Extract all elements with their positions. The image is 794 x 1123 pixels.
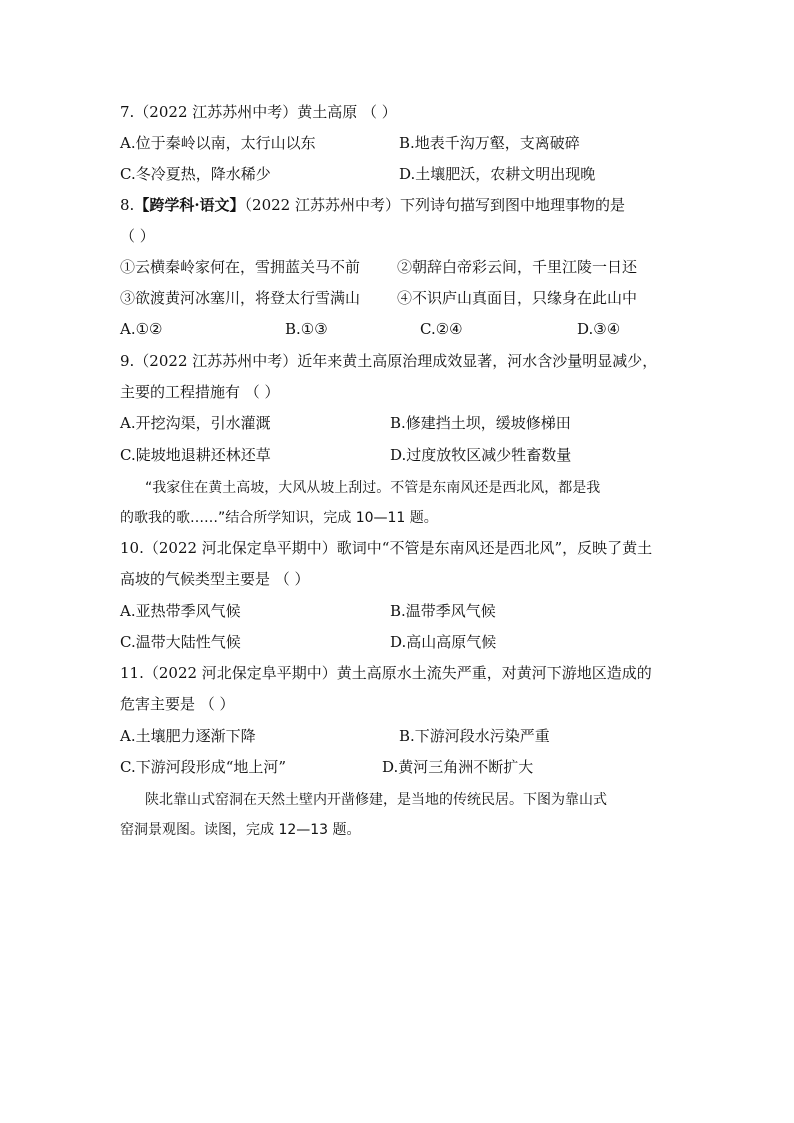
q8-option-c: C.②④ xyxy=(420,320,463,338)
q7-option-b: B.地表千沟万壑，支离破碎 xyxy=(399,134,580,152)
q8-option-b: B.①③ xyxy=(285,320,328,338)
passage1-line2: 的歌我的歌……”结合所学知识，完成 10—11 题。 xyxy=(120,510,438,526)
q8-poem-1: ①云横秦岭家何在，雪拥蓝关马不前 xyxy=(120,258,361,276)
q9-option-c: C.陡坡地退耕还林还草 xyxy=(120,446,271,464)
q7-stem: 7.（2022 江苏苏州中考）黄土高原 （ ） xyxy=(120,103,397,121)
q8-poem-3: ③欲渡黄河冰塞川，将登太行雪满山 xyxy=(120,289,361,307)
q9-option-d: D.过度放牧区减少牲畜数量 xyxy=(390,446,572,464)
q11-option-b: B.下游河段水污染严重 xyxy=(399,727,550,745)
q8-stem xyxy=(120,194,625,216)
q10-option-c: C.温带大陆性气候 xyxy=(120,633,241,651)
q7-option-c: C.冬冷夏热，降水稀少 xyxy=(120,165,271,183)
q8-subject-tag: 【跨学科·语文】 xyxy=(134,196,245,214)
q11-option-c: C.下游河段形成“地上河” xyxy=(120,758,287,776)
q9-option-a: A.开挖沟渠，引水灌溉 xyxy=(120,414,271,432)
passage2-line1: 陕北靠山式窑洞在天然土壁内开凿修建，是当地的传统民居。下图为靠山式 xyxy=(145,792,607,808)
q11-option-a: A.土壤肥力逐渐下降 xyxy=(120,727,256,745)
q11-stem-line1: 11.（2022 河北保定阜平期中）黄土高原水土流失严重，对黄河下游地区造成的 xyxy=(120,664,652,682)
q7-option-a: A.位于秦岭以南，太行山以东 xyxy=(120,134,316,152)
q8-answer-paren: （ ） xyxy=(120,227,155,245)
q9-stem-line2: 主要的工程措施有 （ ） xyxy=(120,383,280,401)
q9-option-b: B.修建挡土坝，缓坡修梯田 xyxy=(390,414,571,432)
q11-stem-line2: 危害主要是 （ ） xyxy=(120,695,235,713)
q10-option-a: A.亚热带季风气候 xyxy=(120,602,241,620)
q9-stem-line1: 9.（2022 江苏苏州中考）近年来黄土高原治理成效显著，河水含沙量明显减少， xyxy=(120,352,658,370)
q10-option-d: D.高山高原气候 xyxy=(390,633,497,651)
q8-number: 8. xyxy=(120,196,135,214)
q8-poem-2: ②朝辞白帝彩云间，千里江陵一日还 xyxy=(397,258,638,276)
q11-option-d: D.黄河三角洲不断扩大 xyxy=(382,758,534,776)
q10-stem-line1: 10.（2022 河北保定阜平期中）歌词中“不管是东南风还是西北风”，反映了黄土 xyxy=(120,539,653,557)
passage1-line1: “我家住在黄土高坡，大风从坡上刮过。不管是东南风还是西北风，都是我 xyxy=(145,480,601,496)
passage2-line2: 窑洞景观图。读图，完成 12—13 题。 xyxy=(120,822,361,838)
q8-poem-4: ④不识庐山真面目，只缘身在此山中 xyxy=(397,289,638,307)
q10-option-b: B.温带季风气候 xyxy=(390,602,496,620)
q10-stem-line2: 高坡的气候类型主要是 （ ） xyxy=(120,570,310,588)
q8-option-d: D.③④ xyxy=(577,320,621,338)
q8-option-a: A.①② xyxy=(120,320,163,338)
q7-option-d: D.土壤肥沃，农耕文明出现晚 xyxy=(399,165,596,183)
q8-stem-text: （2022 江苏苏州中考）下列诗句描写到图中地理事物的是 xyxy=(244,196,625,214)
